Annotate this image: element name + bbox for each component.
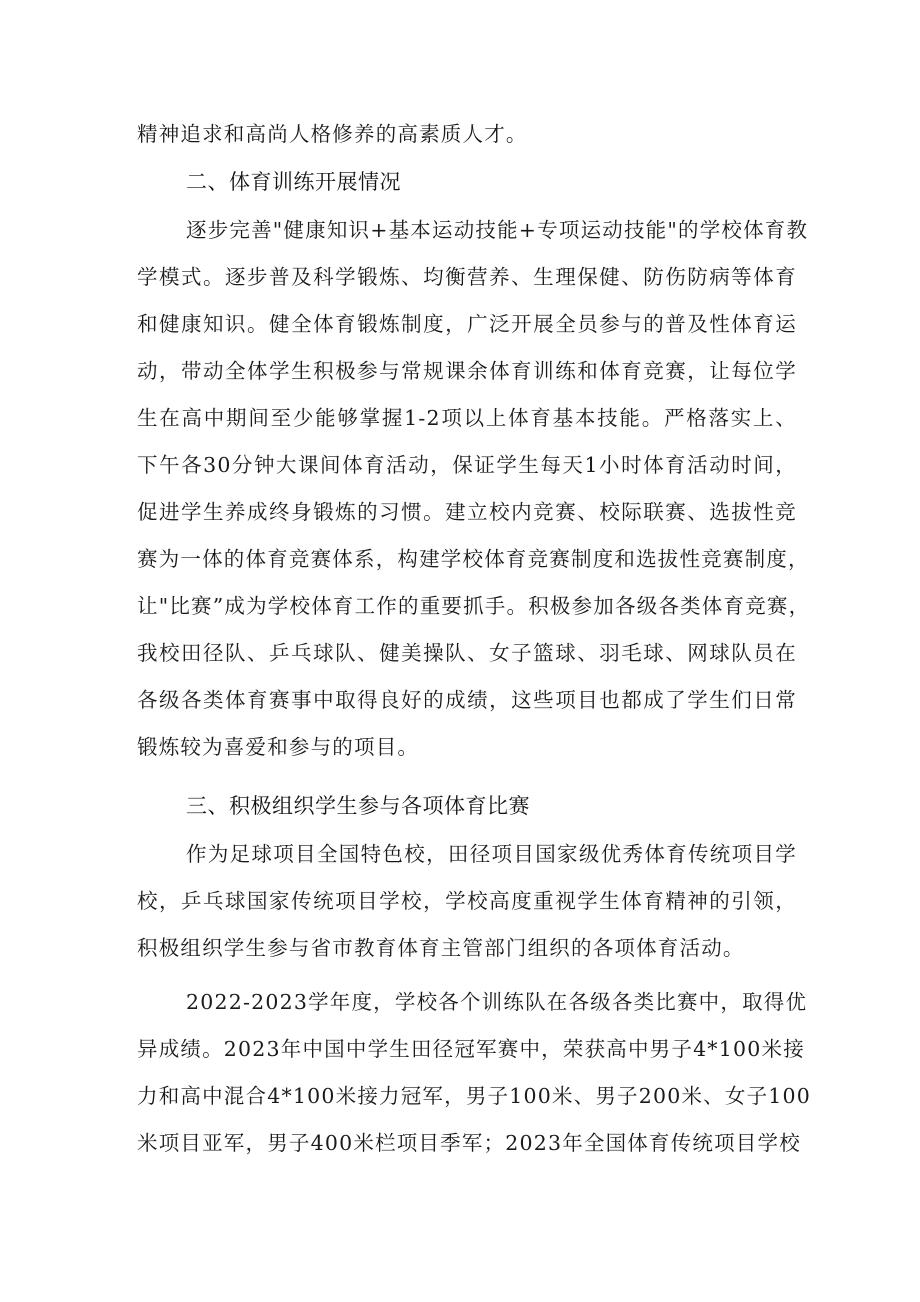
paragraph-line: 校，乒乓球国家传统项目学校，学校高度重视学生体育精神的引领， bbox=[137, 889, 797, 913]
paragraph-line: 异成绩。2023年中国中学生田径冠军赛中，荣获高中男子4*100米接 bbox=[137, 1037, 805, 1061]
paragraph-line: 和健康知识。健全体育锻炼制度，广泛开展全员参与的普及性体育运 bbox=[137, 312, 797, 336]
paragraph-line: 作为足球项目全国特色校，田径项目国家级优秀体育传统项目学 bbox=[186, 842, 797, 866]
paragraph-line: 学模式。逐步普及科学锻炼、均衡营养、生理保健、防伤防病等体育 bbox=[137, 265, 797, 289]
paragraph-line: 各级各类体育赛事中取得良好的成绩，这些项目也都成了学生们日常 bbox=[137, 688, 797, 712]
paragraph-line: 下午各30分钟大课间体育活动，保证学生每天1小时体育活动时间， bbox=[137, 453, 797, 477]
paragraph-line: 我校田径队、乒乓球队、健美操队、女子篮球、羽毛球、网球队员在 bbox=[137, 641, 797, 665]
paragraph-line: 力和高中混合4*100米接力冠军，男子100米、男子200米、女子100 bbox=[137, 1084, 812, 1108]
section-heading-training: 二、体育训练开展情况 bbox=[186, 170, 401, 194]
paragraph-line: 生在高中期间至少能够掌握1-2项以上体育基本技能。严格落实上、 bbox=[137, 406, 797, 430]
paragraph-line: 2022-2023学年度，学校各个训练队在各级各类比赛中，取得优 bbox=[186, 990, 808, 1014]
section-heading-competitions: 三、积极组织学生参与各项体育比赛 bbox=[186, 794, 530, 818]
paragraph-line: 赛为一体的体育竞赛体系，构建学校体育竞赛制度和选拔性竞赛制度， bbox=[137, 547, 810, 571]
paragraph-line: 积极组织学生参与省市教育体育主管部门组织的各项体育活动。 bbox=[137, 936, 745, 960]
paragraph-line: 让"比赛”成为学校体育工作的重要抓手。积极参加各级各类体育竞赛， bbox=[137, 594, 811, 618]
paragraph-line: 米项目亚军，男子400米栏项目季军；2023年全国体育传统项目学校 bbox=[137, 1131, 801, 1155]
paragraph-line: 精神追求和高尚人格修养的高素质人才。 bbox=[137, 122, 528, 146]
paragraph-line: 促进学生养成终身锻炼的习惯。建立校内竞赛、校际联赛、选拔性竞 bbox=[137, 500, 797, 524]
paragraph-line: 动，带动全体学生积极参与常规课余体育训练和体育竞赛，让每位学 bbox=[137, 359, 797, 383]
paragraph-line: 锻炼较为喜爱和参与的项目。 bbox=[137, 735, 420, 759]
paragraph-line: 逐步完善"健康知识+基本运动技能+专项运动技能"的学校体育教 bbox=[186, 218, 809, 242]
